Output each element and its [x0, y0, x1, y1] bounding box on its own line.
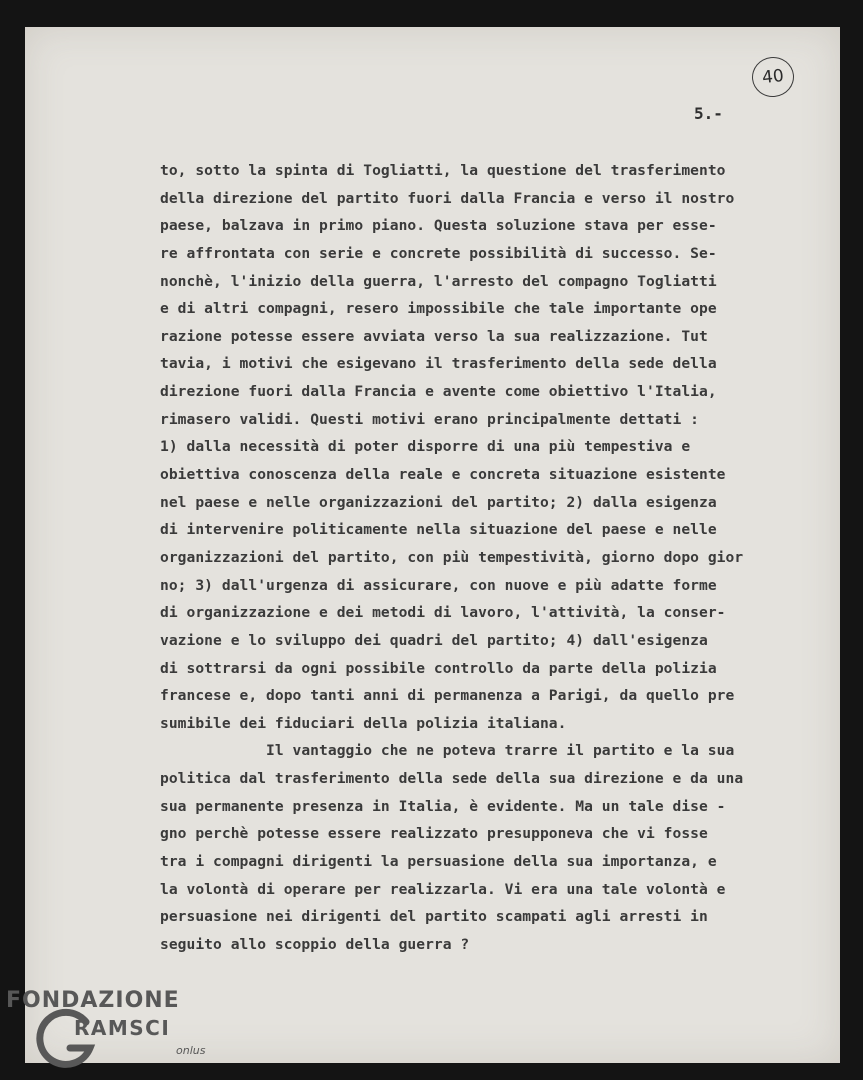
text-line: obiettiva conoscenza della reale e concreta situazione esistente [160, 466, 726, 484]
archive-number-stamp: 40 [750, 55, 796, 99]
text-line: di organizzazione e dei metodi di lavoro, l'attività, la conser- [160, 604, 726, 622]
paragraph-first-line: Il vantaggio che ne poteva trarre il partito e la sua [266, 742, 735, 760]
text-line: vazione e lo sviluppo dei quadri del partito; 4) dall'esigenza [160, 631, 708, 649]
fondazione-gramsci-watermark [6, 988, 216, 1078]
text-line: tra i compagni dirigenti la persuasione della sua importanza, e [160, 853, 717, 871]
text-line: organizzazioni del partito, con più tempestività, giorno dopo gior [160, 548, 744, 566]
text-line: re affrontata con serie e concrete possibilità di successo. Se- [160, 244, 717, 262]
text-line: di intervenire politicamente nella situazione del paese e nelle [160, 521, 717, 539]
text-line: to, sotto la spinta di Togliatti, la questione del trasferimento [160, 162, 726, 179]
text-line: francese e, dopo tanti anni di permanenza a Parigi, da quello pre [160, 687, 735, 705]
text-line: direzione fuori dalla Francia e avente come obiettivo l'Italia, [160, 383, 717, 401]
text-line: politica dal trasferimento della sede della sua direzione e da una [160, 770, 744, 788]
watermark-line2: RAMSCI [74, 1016, 171, 1040]
text-line: sua permanente presenza in Italia, è evidente. Ma un tale dise - [160, 797, 726, 815]
text-line: della direzione del partito fuori dalla Francia e verso il nostro [160, 189, 735, 207]
text-line: 1) dalla necessità di poter disporre di una più tempestiva e [160, 438, 691, 456]
text-line: rimasero validi. Questi motivi erano principalmente dettati : [160, 410, 700, 428]
text-line: nel paese e nelle organizzazioni del partito; 2) dalla esigenza [160, 493, 717, 511]
text-line: tavia, i motivi che esigevano il trasferimento della sede della [160, 355, 717, 373]
text-line: no; 3) dall'urgenza di assicurare, con nuove e più adatte forme [160, 576, 717, 594]
text-line: la volontà di operare per realizzarla. Vi era una tale volontà e [160, 880, 726, 898]
text-line: paese, balzava in primo piano. Questa soluzione stava per esse- [160, 217, 717, 235]
text-line: persuasione nei dirigenti del partito scampati agli arresti in [160, 908, 708, 926]
typewritten-body [160, 157, 820, 959]
text-line: sumibile dei fiduciari della polizia italiana. [160, 714, 567, 732]
text-line: gno perchè potesse essere realizzato presupponeva che vi fosse [160, 825, 708, 843]
watermark-line1: FONDAZIONE [6, 988, 180, 1013]
text-line: di sottrarsi da ogni possibile controllo da parte della polizia [160, 659, 717, 677]
watermark-subtitle: onlus [176, 1044, 206, 1057]
text-line: seguito allo scoppio della guerra ? [160, 935, 470, 953]
page-number: 5.- [694, 104, 723, 123]
text-line: razione potesse essere avviata verso la sua realizzazione. Tut [160, 327, 708, 345]
text-line: nonchè, l'inizio della guerra, l'arresto del compagno Togliatti [160, 272, 717, 290]
text-line: e di altri compagni, resero impossibile che tale importante ope [160, 300, 717, 318]
